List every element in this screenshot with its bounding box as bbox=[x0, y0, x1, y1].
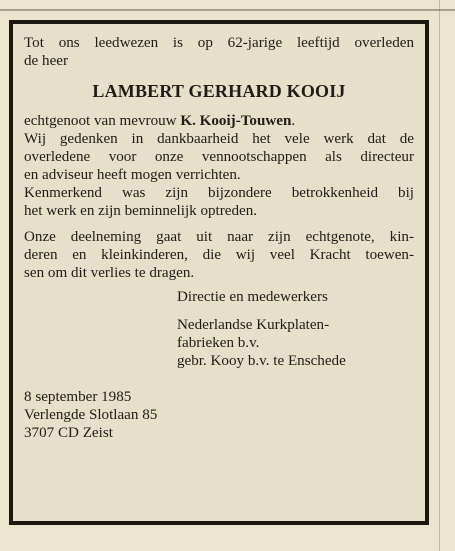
spouse-name: K. Kooij-Touwen bbox=[180, 113, 292, 129]
deceased-name: LAMBERT GERHARD KOOIJ bbox=[92, 81, 346, 101]
commitment-line-1: Kenmerkend was zijn bijzondere betrokkenheid bij bbox=[24, 185, 414, 201]
tribute-line-3: en adviseur heeft mogen verrichten. bbox=[24, 167, 241, 183]
sympathy-line-2: deren en kleinkinderen, die wij veel Kracht toewen- bbox=[24, 247, 414, 263]
notice-date: 8 september 1985 bbox=[24, 389, 132, 405]
intro-line-1: Tot ons leedwezen is op 62-jarige leeftijd overleden bbox=[24, 35, 414, 51]
tribute-line-2: overledene voor onze vennootschappen als directeur bbox=[24, 149, 414, 165]
company-line-1: Nederlandse Kurkplaten- bbox=[177, 317, 330, 333]
column-rule bbox=[439, 0, 440, 551]
tribute-line-1: Wij gedenken in dankbaarheid het vele werk dat de bbox=[24, 131, 414, 147]
signature-gap bbox=[177, 306, 414, 316]
signature-block bbox=[177, 288, 414, 370]
company-line-3: gebr. Kooy b.v. te Enschede bbox=[177, 353, 346, 369]
spouse-suffix: . bbox=[291, 113, 296, 129]
date-address-block bbox=[24, 388, 414, 442]
sympathy-line-1: Onze deelneming gaat uit naar zijn echtgenote, kin- bbox=[24, 229, 414, 245]
address-city: 3707 CD Zeist bbox=[24, 425, 113, 441]
paragraph-spacer bbox=[24, 220, 414, 228]
spouse-prefix: echtgenoot van mevrouw bbox=[24, 113, 177, 129]
sympathy-line-3: sen om dit verlies te dragen. bbox=[24, 265, 195, 281]
obituary-notice bbox=[24, 34, 414, 442]
commitment-line-2: het werk en zijn beminnelijk optreden. bbox=[24, 203, 258, 219]
intro-line-2: de heer bbox=[24, 53, 68, 69]
address-street: Verlengde Slotlaan 85 bbox=[24, 407, 158, 423]
top-rule bbox=[0, 9, 455, 11]
company-line-2: fabrieken b.v. bbox=[177, 335, 260, 351]
spouse-line bbox=[24, 112, 414, 130]
signature-group: Directie en medewerkers bbox=[177, 289, 328, 305]
